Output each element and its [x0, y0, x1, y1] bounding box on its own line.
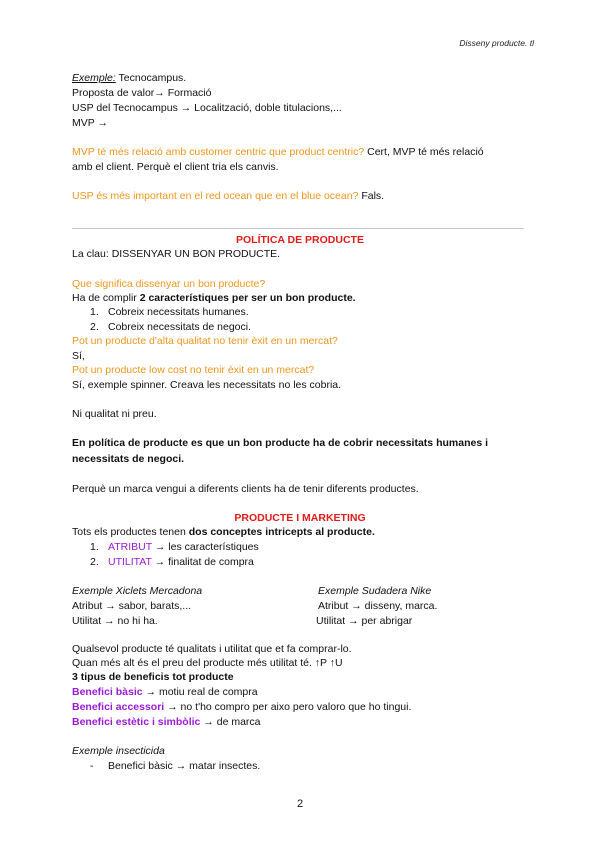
- intro-line: [72, 526, 375, 539]
- benefit-line: [72, 701, 411, 714]
- list-item: [90, 306, 249, 319]
- closing-line: Perquè un marca vengui a diferents clients ha de tenir diferents productes.: [72, 483, 419, 495]
- question-mvp-line: [72, 146, 484, 159]
- list-text: Cobreix necessitats humanes.: [108, 306, 249, 318]
- question-lowcost: Pot un producte low cost no tenir èxit en un mercat?: [72, 364, 315, 376]
- answer-mvp: Cert, MVP té més relació: [364, 146, 484, 158]
- benefits-title: 3 tipus de beneficis tot producte: [72, 671, 234, 683]
- value-prop-line: Proposta de valor→ Formació: [72, 87, 212, 99]
- example-left-line: Atribut → sabor, barats,...: [72, 600, 192, 612]
- section-title-marketing: PRODUCTE I MARKETING: [234, 512, 366, 524]
- benefit-term: Benefici accessori: [72, 701, 165, 713]
- benefit-rest: → de marca: [200, 716, 261, 728]
- intro-bold: dos conceptes intricepts al producte.: [188, 526, 375, 538]
- answer-quality: Sí,: [72, 350, 85, 362]
- example-insecticide-title: Exemple insecticida: [72, 745, 165, 757]
- dash-item-text: Benefici bàsic → matar insectes.: [108, 760, 261, 772]
- example-line: [72, 72, 186, 85]
- list-rest: → les característiques: [151, 541, 259, 553]
- example-label: Exemple:: [72, 72, 116, 84]
- bold-statement-2: necessitats de negoci.: [72, 453, 185, 465]
- list-item: [90, 541, 259, 554]
- benefit-term: Benefici bàsic: [72, 686, 143, 698]
- benefit-term: Benefici estètic i simbòlic: [72, 716, 201, 728]
- answer-plain: Ha de complir: [72, 292, 140, 304]
- example-value: Tecnocampus.: [115, 72, 187, 84]
- list-text: Cobreix necessitats de negoci.: [108, 321, 251, 333]
- question-usp: USP és més important en el red ocean que en el blue ocean?: [72, 190, 359, 202]
- benefit-line: [72, 716, 261, 729]
- example-right-title: Exemple Sudadera Nike: [318, 585, 432, 597]
- dash-list-item: [90, 760, 260, 773]
- horizontal-divider: [72, 228, 524, 229]
- list-number: 1.: [90, 541, 99, 553]
- answer-lowcost: Sí, exemple spinner. Creava les necessitats no les cobria.: [72, 379, 342, 391]
- list-item: [90, 321, 251, 334]
- list-term: ATRIBUT: [108, 541, 152, 553]
- list-item: [90, 556, 254, 569]
- usp-line: USP del Tecnocampus → Localització, doble titulacions,...: [72, 102, 342, 114]
- answer-good-product: [72, 292, 356, 305]
- answer-mvp-cont: amb el client. Perquè el client tria els canvis.: [72, 161, 279, 173]
- example-right-line: Utilitat → per abrigar: [316, 615, 413, 627]
- page-number: 2: [296, 798, 304, 810]
- list-term: UTILITAT: [108, 556, 152, 568]
- section-title-politica: POLÍTICA DE PRODUCTE: [236, 234, 364, 246]
- example-left-title: Exemple Xiclets Mercadona: [72, 585, 203, 597]
- intro-plain: Tots els productes tenen: [72, 526, 189, 538]
- question-usp-line: [72, 190, 384, 203]
- list-number: 2.: [90, 556, 99, 568]
- question-quality: Pot un producte d'alta qualitat no tenir èxit en un mercat?: [72, 335, 338, 347]
- answer-bold: 2 característiques per ser un bon producte.: [139, 292, 356, 304]
- question-mvp: MVP té més relació amb customer centric que product centric?: [72, 146, 365, 158]
- example-left-line: Utilitat → no hi ha.: [72, 615, 158, 627]
- paragraph-line: Quan més alt és el preu del producte més utilitat té. ↑P ↑U: [72, 657, 343, 669]
- key-line: La clau: DISSENYAR UN BON PRODUCTE.: [72, 248, 281, 260]
- list-number: 1.: [90, 306, 99, 318]
- benefit-rest: → no t'ho compro per aixo pero valoro que ho tingui.: [164, 701, 412, 713]
- answer-usp: Fals.: [358, 190, 385, 202]
- question-good-product: Que significa dissenyar un bon producte?: [72, 278, 266, 290]
- list-rest: → finalitat de compra: [151, 556, 254, 568]
- example-right-line: Atribut → disseny, marca.: [318, 600, 438, 612]
- running-header: Disseny producte. tl: [459, 38, 534, 48]
- mvp-line: MVP →: [72, 117, 108, 129]
- bold-statement-1: En política de producte es que un bon producte ha de cobrir necessitats humanes i: [72, 437, 488, 449]
- list-number: 2.: [90, 321, 99, 333]
- note-line: Ni qualitat ni preu.: [72, 408, 157, 420]
- dash-bullet: -: [90, 760, 94, 772]
- benefit-rest: → motiu real de compra: [142, 686, 258, 698]
- paragraph-line: Qualsevol producte té qualitats i utilitat que et fa comprar-lo.: [72, 643, 352, 655]
- benefit-line: [72, 686, 258, 699]
